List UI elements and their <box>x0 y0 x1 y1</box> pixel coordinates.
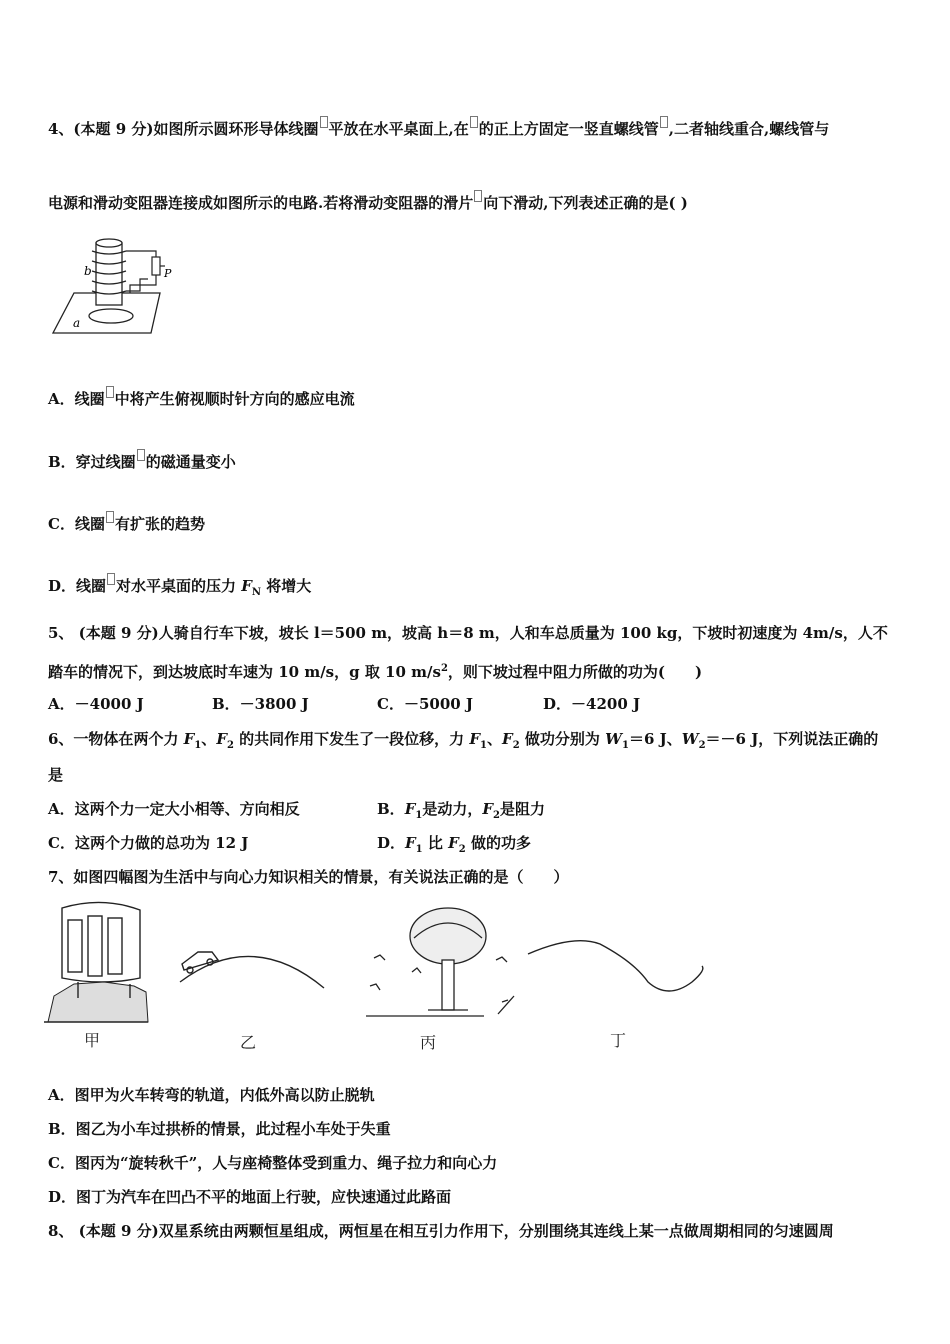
q4-option-c: C．线圈 有扩张的趋势 <box>48 511 205 534</box>
q7-option-b: B．图乙为小车过拱桥的情景，此过程小车处于失重 <box>48 1120 391 1138</box>
caption-yi: 乙 <box>240 1033 257 1052</box>
label-a: a <box>73 316 81 330</box>
caption-jia: 甲 <box>84 1031 101 1050</box>
q6-option-a: A．这两个力一定大小相等、方向相反 <box>48 800 300 818</box>
q6-stem-line1: 6、一物体在两个力 $F_1$、$F_2$ 的共同作用下发生了一段位移，力 $F_1$、$F_2$ 做功分别为 $W_1=6$ J、$W_2=-6$ J，下列说法正确的 <box>48 730 879 751</box>
q7-stem: 7、如图四幅图为生活中与向心力知识相关的情景，有关说法正确的是（ ） <box>48 868 569 886</box>
q4-option-a: A．线圈 中将产生俯视顺时针方向的感应电流 <box>48 386 355 409</box>
q6-stem-line2: 是 <box>48 766 64 784</box>
q4-option-b: B．穿过线圈 的磁通量变小 <box>48 449 236 472</box>
rheostat <box>152 257 160 275</box>
figure-yi-bridge <box>180 952 324 988</box>
figure-jia-train <box>44 902 148 1022</box>
label-p: P <box>164 267 172 280</box>
q7-option-d: D．图丁为汽车在凹凸不平的地面上行驶，应快速通过此路面 <box>48 1188 452 1206</box>
q7-option-a: A．图甲为火车转弯的轨道，内低外高以防止脱轨 <box>48 1086 375 1104</box>
missing-glyph-icon <box>106 386 114 398</box>
q4-option-d: D．线圈 对水平桌面的压力 $F_N$ 将增大 <box>48 573 311 603</box>
q5-option-c: C．－5000 J <box>377 695 474 713</box>
missing-glyph-icon <box>320 116 328 128</box>
caption-ding: 丁 <box>610 1031 627 1050</box>
q4-stem-line1: 4、(本题 9 分)如图所示圆环形导体线圈 平放在水平桌面上,在 的正上方固定一竖直螺线管 ,二者轴线重合,螺线管与 <box>48 116 829 139</box>
q4-stem-line2: 电源和滑动变阻器连接成如图所示的电路.若将滑动变阻器的滑片 向下滑动,下列表述正确的是( ) <box>48 190 688 213</box>
q7-figures <box>44 898 714 1058</box>
q5-option-d: D．－4200 J <box>543 695 641 713</box>
q8-stem: 8、 (本题 9 分)双星系统由两颗恒星组成，两恒星在相互引力作用下，分别围绕其连线上某一点做周期相同的匀速圆周 <box>48 1222 834 1240</box>
q7-option-c: C．图丙为“旋转秋千”，人与座椅整体受到重力、绳子拉力和向心力 <box>48 1154 498 1172</box>
q6-option-c: C．这两个力做的总功为 12 J <box>48 834 249 852</box>
q6-option-b: B．$F_1$是动力，$F_2$是阻力 <box>377 800 545 821</box>
missing-glyph-icon <box>107 573 115 585</box>
missing-glyph-icon <box>106 511 114 523</box>
missing-glyph-icon <box>660 116 668 128</box>
q6-option-d: D．$F_1$ 比 $F_2$ 做的功多 <box>377 834 531 855</box>
figure-ding-road <box>528 941 703 991</box>
missing-glyph-icon <box>137 449 145 461</box>
q5-stem-line2: 踏车的情况下，到达坡底时车速为 10 m/s，g 取 10 $m/s^2$，则下坡过程中阻力所做的功为( ) <box>48 663 703 681</box>
solenoid-ring-figure <box>48 235 178 335</box>
caption-bing: 丙 <box>420 1033 437 1052</box>
q5-option-a: A．－4000 J <box>48 695 144 713</box>
q5-option-b: B．－3800 J <box>212 695 309 713</box>
missing-glyph-icon <box>474 190 482 202</box>
ring-coil-a <box>89 309 133 323</box>
figure-bing-swing <box>366 908 514 1016</box>
missing-glyph-icon <box>470 116 478 128</box>
label-b: b <box>84 264 92 278</box>
q5-stem-line1: 5、 (本题 9 分)人骑自行车下坡，坡长 l＝500 m，坡高 h＝8 m，人和车总质量为 100 kg，下坡时初速度为 4m/s，人不 <box>48 624 888 642</box>
